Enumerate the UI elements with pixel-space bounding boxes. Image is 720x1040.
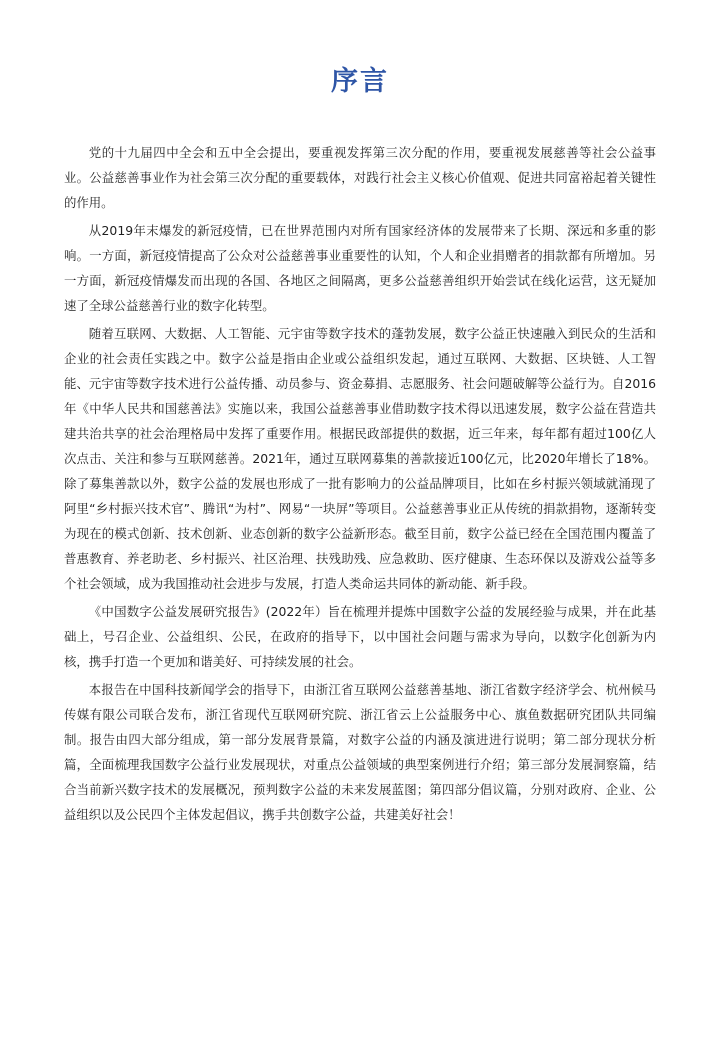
page-title: 序言 [331,66,389,97]
preface-body [64,140,656,830]
paragraph-2: 从2019年末爆发的新冠疫情，已在世界范围内对所有国家经济体的发展带来了长期、深远和多重的影响。一方面，新冠疫情提高了公众对公益慈善事业重要性的认知，个人和企业捐赠者的捐款都有所增加。另一方面，新冠疫情爆发而出现的各国、各地区之间隔离，更多公益慈善组织开始尝试在线化运营，这无疑加速了全球公益慈善行业的数字化转型。 [64,223,656,313]
paragraph-1: 党的十九届四中全会和五中全会提出，要重视发挥第三次分配的作用，要重视发展慈善等社会公益事业。公益慈善事业作为社会第三次分配的重要载体，对践行社会主义核心价值观、促进共同富裕起着关键性的作用。 [64,145,656,210]
paragraph-3: 随着互联网、大数据、人工智能、元宇宙等数字技术的蓬勃发展，数字公益正快速融入到民众的生活和企业的社会责任实践之中。数字公益是指由企业或公益组织发起，通过互联网、大数据、区块链、人工智能、元宇宙等数字技术进行公益传播、动员参与、资金募捐、志愿服务、社会问题破解等公益行为。自2016年《中华人民共和国慈善法》实施以来，我国公益慈善事业借助数字技术得以迅速发展，数字公益在营造共建共治共享的社会治理格局中发挥了重要作用。根据民政部提供的数据，近三年来，每年都有超过100亿人次点击、关注和参与互联网慈善。2021年，通过互联网募集的善款接近100亿元，比2020年增长了18%。除了募集善款以外，数字公益的发展也形成了一批有影响力的公益品牌项目，比如在乡村振兴领域就涌现了阿里“乡村振兴技术官”、腾讯“为村”、网易“一块屏”等项目。公益慈善事业正从传统的捐款捐物，逐渐转变为现在的模式创新、技术创新、业态创新的数字公益新形态。截至目前，数字公益已经在全国范围内覆盖了普惠教育、养老助老、乡村振兴、社区治理、扶残助残、应急救助、医疗健康、生态环保以及游戏公益等多个社会领域，成为我国推动社会进步与发展，打造人类命运共同体的新动能、新手段。 [64,326,656,591]
paragraph-5: 本报告在中国科技新闻学会的指导下，由浙江省互联网公益慈善基地、浙江省数字经济学会、杭州候马传媒有限公司联合发布，浙江省现代互联网研究院、浙江省云上公益服务中心、旗鱼数据研究团队共同编制。报告由四大部分组成，第一部分发展背景篇，对数字公益的内涵及演进进行说明；第二部分现状分析篇，全面梳理我国数字公益行业发展现状，对重点公益领域的典型案例进行介绍；第三部分发展洞察篇，结合当前新兴数字技术的发展概况，预判数字公益的未来发展蓝图；第四部分倡议篇，分别对政府、企业、公益组织以及公民四个主体发起倡议，携手共创数字公益，共建美好社会！ [64,682,656,822]
paragraph-4: 《中国数字公益发展研究报告》(2022年）旨在梳理并提炼中国数字公益的发展经验与成果，并在此基础上，号召企业、公益组织、公民，在政府的指导下，以中国社会问题与需求为导向，以数字化创新为内核，携手打造一个更加和谐美好、可持续发展的社会。 [64,604,656,669]
